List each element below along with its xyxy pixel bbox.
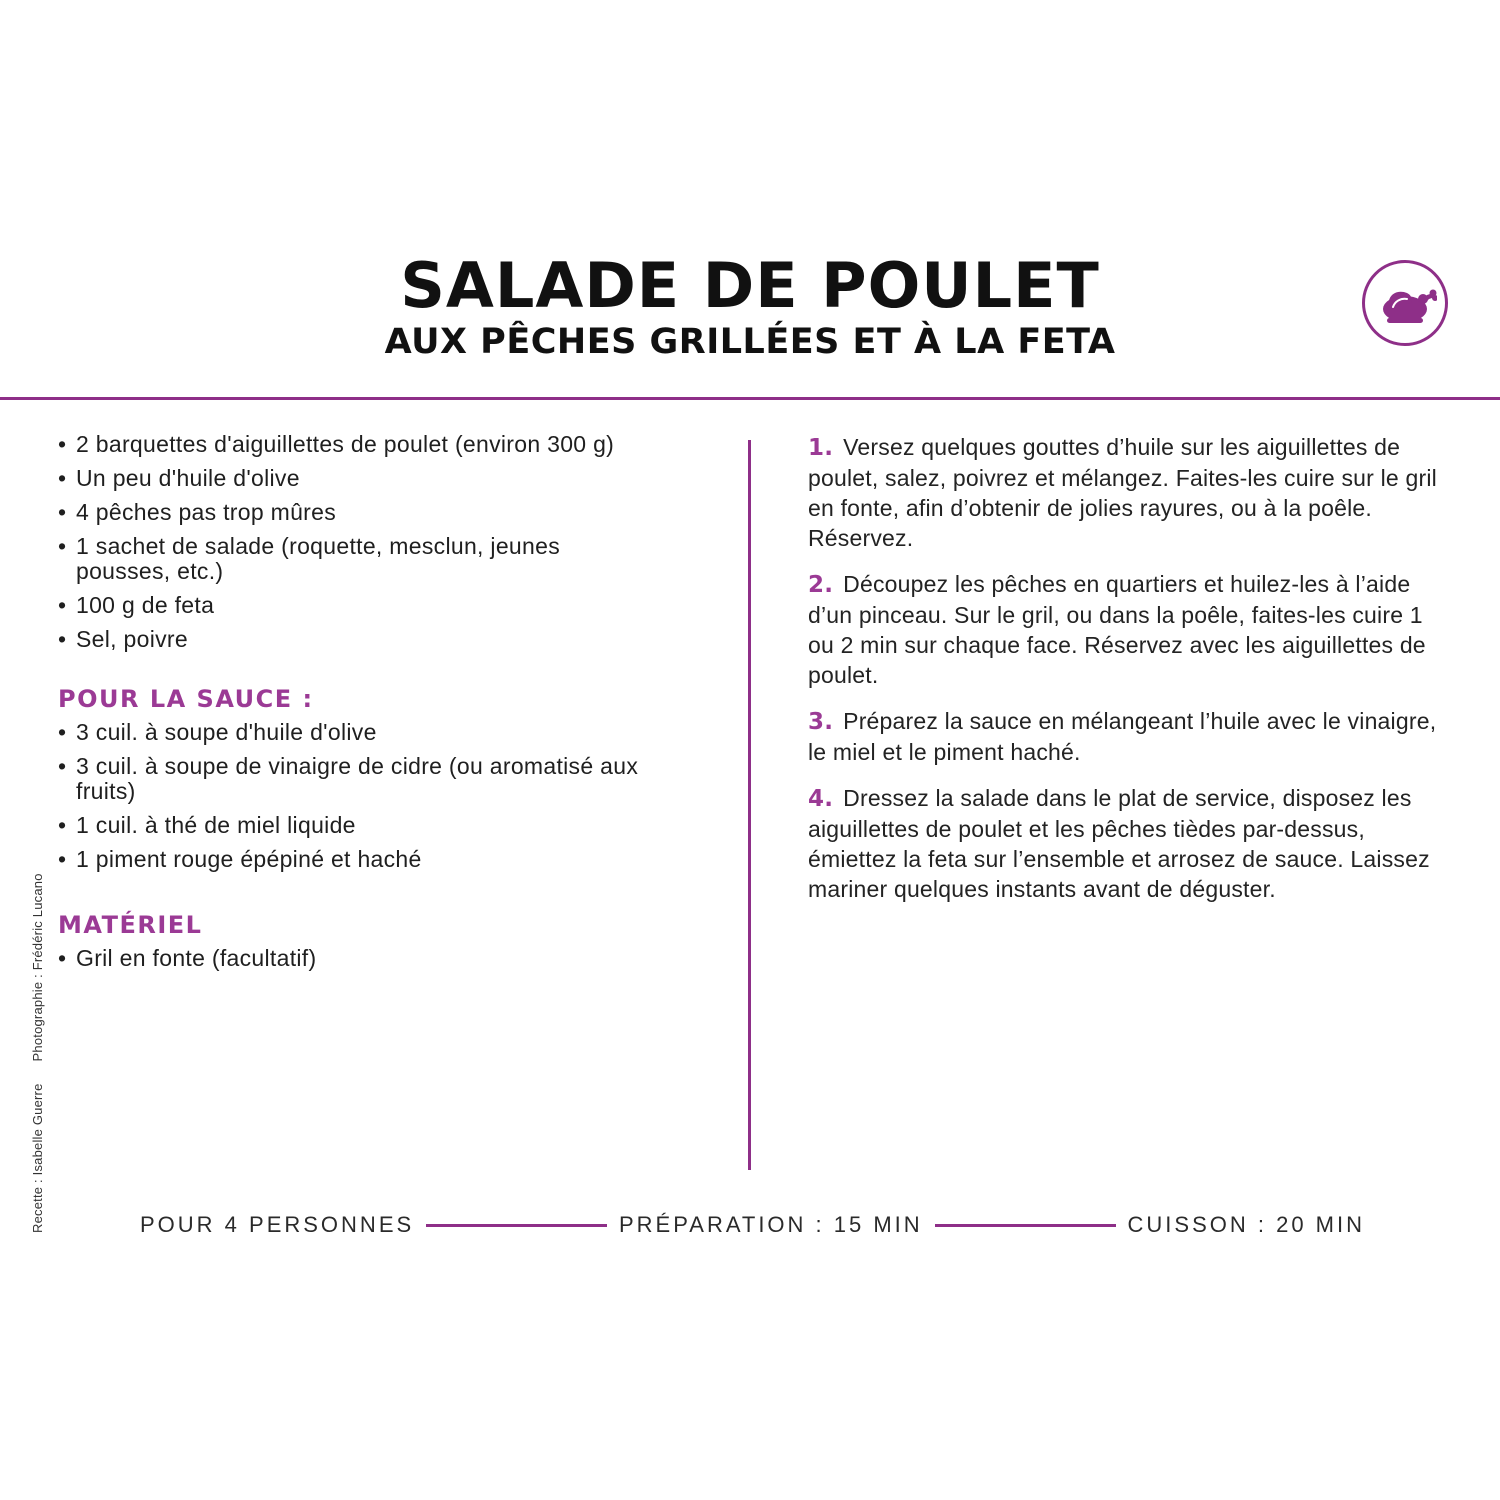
recipe-subtitle: AUX PÊCHES GRILLÉES ET À LA FETA bbox=[384, 322, 1116, 362]
servings: POUR 4 PERSONNES bbox=[140, 1212, 415, 1237]
step-3 bbox=[808, 706, 1453, 767]
credits bbox=[30, 873, 45, 1233]
ingredient-item: • 4 pêches pas trop mûres bbox=[58, 500, 718, 525]
step-4 bbox=[808, 783, 1453, 904]
photo-credit: Photographie : Frédéric Lucano bbox=[30, 873, 45, 1062]
prep-time: PRÉPARATION : 15 MIN bbox=[619, 1212, 923, 1237]
step-number: 3. bbox=[808, 709, 834, 735]
sauce-heading: POUR LA SAUCE : bbox=[58, 685, 314, 713]
sauce-item: • 1 piment rouge épépiné et haché bbox=[58, 847, 718, 872]
recipe-footer bbox=[140, 1210, 1365, 1240]
recipe-title: SALADE DE POULET bbox=[400, 249, 1100, 322]
step-text: Dressez la salade dans le plat de service, disposez les aiguillettes de poulet et les pêches tièdes par-dessus, émiettez la feta sur l’ensemble et arrosez de sauce. Laissez mariner quelques instants avant de déguster. bbox=[808, 785, 1430, 902]
ingredients-list bbox=[58, 432, 718, 652]
column-divider bbox=[748, 440, 751, 1170]
ingredient-item: • 100 g de feta bbox=[58, 593, 718, 618]
ingredient-item: • 1 sachet de salade (roquette, mesclun, jeunes pousses, etc.) bbox=[58, 534, 636, 584]
category-badge bbox=[1362, 260, 1448, 346]
header-divider bbox=[0, 397, 1500, 400]
step-number: 2. bbox=[808, 572, 834, 598]
steps-column bbox=[808, 432, 1453, 920]
sauce-list bbox=[58, 720, 718, 872]
sauce-item: • 3 cuil. à soupe d'huile d'olive bbox=[58, 720, 718, 745]
ingredient-item: • 2 barquettes d'aiguillettes de poulet (environ 300 g) bbox=[58, 432, 718, 457]
step-number: 1. bbox=[808, 435, 834, 461]
ingredients-column bbox=[58, 432, 718, 980]
cook-time: CUISSON : 20 MIN bbox=[1127, 1212, 1365, 1237]
sauce-item: • 3 cuil. à soupe de vinaigre de cidre (ou aromatisé aux fruits) bbox=[58, 754, 686, 804]
footer-divider bbox=[935, 1224, 1116, 1227]
step-number: 4. bbox=[808, 786, 834, 812]
step-text: Versez quelques gouttes d’huile sur les aiguillettes de poulet, salez, poivrez et mélangez. Faites-les cuire sur le gril en fonte, afin d’obtenir de jolies rayures, ou à la poêle. Réservez. bbox=[808, 434, 1437, 551]
recipe-credit: Recette : Isabelle Guerre bbox=[30, 1083, 45, 1233]
step-1 bbox=[808, 432, 1453, 553]
ingredient-item: • Un peu d'huile d'olive bbox=[58, 466, 718, 491]
footer-divider bbox=[426, 1224, 607, 1227]
sauce-item: • 1 cuil. à thé de miel liquide bbox=[58, 813, 718, 838]
materiel-item: • Gril en fonte (facultatif) bbox=[58, 946, 718, 971]
materiel-heading: MATÉRIEL bbox=[58, 911, 203, 939]
step-text: Découpez les pêches en quartiers et huilez-les à l’aide d’un pinceau. Sur le gril, ou dans la poêle, faites-les cuire 1 ou 2 min sur chaque face. Réservez avec les aiguillettes de poulet. bbox=[808, 571, 1426, 688]
materiel-list bbox=[58, 946, 718, 971]
ingredient-item: • Sel, poivre bbox=[58, 627, 718, 652]
step-2 bbox=[808, 569, 1453, 690]
recipe-header bbox=[0, 249, 1500, 364]
roast-chicken-icon bbox=[1381, 285, 1437, 325]
step-text: Préparez la sauce en mélangeant l’huile avec le vinaigre, le miel et le piment haché. bbox=[808, 708, 1437, 765]
